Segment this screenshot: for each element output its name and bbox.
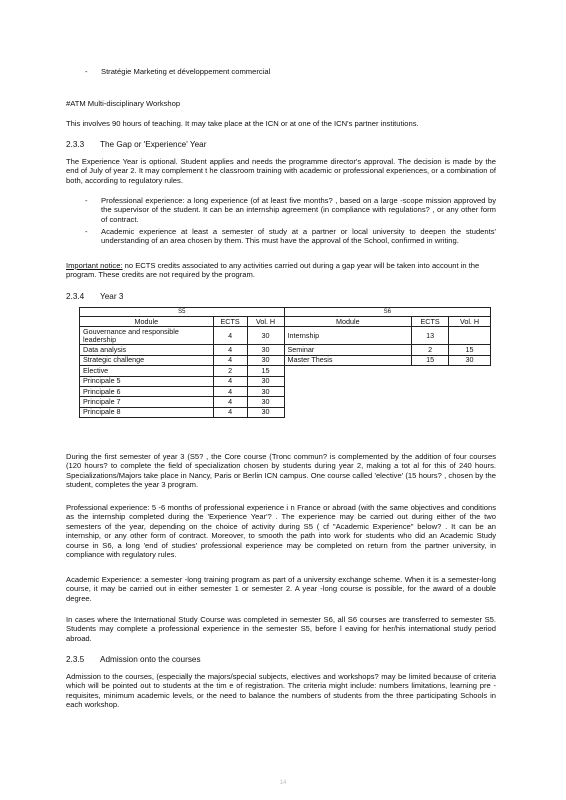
- module-cell: Elective: [80, 366, 214, 376]
- section-title: Year 3: [100, 292, 124, 301]
- bullet-dash: -: [85, 67, 88, 76]
- notice-text: no ECTS credits associated to any activities carried out during a gap year will be taken into account in the program. These credits are not required by the program.: [66, 261, 480, 280]
- module-cell: Principale 5: [80, 376, 214, 386]
- admission-paragraph: Admission to the courses, (especially the majors/special subjects, electives and workshops? may be limited because of criteria which will be pointed out to students at the tim e of registration. The criteria might include: numbers limitations, learning pre -requisites, minimum academic levels, or the need to balance the numbers of students from the three participating Schools in each workshop.: [66, 672, 496, 710]
- module-cell: Data analysis: [80, 345, 214, 355]
- notice-label: Important notice:: [66, 261, 123, 270]
- vol-cell: 15: [247, 366, 284, 376]
- vol-cell: 30: [247, 407, 284, 417]
- ects-cell: 15: [412, 355, 449, 365]
- vol-cell: 30: [247, 376, 284, 386]
- ects-cell: 2: [412, 345, 449, 355]
- semester-s6-header: S6: [284, 308, 491, 317]
- bullet-academic-experience: Academic experience at least a semester of study at a partner or local university to deepen the students' understanding of an area chosen by them. This must have the approval of the School, confirmed in writing.: [101, 227, 496, 246]
- col-header-module: Module: [284, 317, 412, 327]
- module-cell: Principale 8: [80, 407, 214, 417]
- vol-cell: 30: [247, 355, 284, 365]
- section-title: Admission onto the courses: [100, 655, 201, 664]
- section-number: 2.3.4: [66, 292, 85, 301]
- col-header-ects: ECTS: [412, 317, 449, 327]
- vol-cell: 15: [449, 345, 491, 355]
- vol-cell: 30: [449, 355, 491, 365]
- table-row: [80, 386, 491, 396]
- table-row: [80, 327, 491, 345]
- table-row: [80, 397, 491, 407]
- module-cell: Master Thesis: [284, 355, 412, 365]
- ects-cell: 2: [213, 366, 247, 376]
- section-number: 2.3.5: [66, 655, 85, 664]
- ects-cell: 4: [213, 386, 247, 396]
- semester-s5-header: S5: [80, 308, 285, 317]
- ects-cell: 4: [213, 397, 247, 407]
- section-title: The Gap or 'Experience' Year: [100, 140, 207, 149]
- ects-cell: 4: [213, 355, 247, 365]
- module-cell: Principale 7: [80, 397, 214, 407]
- ects-cell: 4: [213, 376, 247, 386]
- important-notice: [66, 261, 496, 280]
- year3-paragraph: During the first semester of year 3 (S5? , the Core course (Tronc commun? is complemented by the addition of four courses (120 hours? to complete the field of specialization chosen by students during year 2, making a tot al for this of 240 hours. Specializations/Majors take place in Nancy, Paris or Berlin ICN campus. One course called 'elective' (15 hours? , chosen by the student, completes the year 3 program.: [66, 452, 496, 490]
- ects-cell: 4: [213, 407, 247, 417]
- bullet-professional-experience: Professional experience: a long experience (of at least five months? , based on a large -scope mission approved by the supervisor of the student. It can be an internship agreement (in compliance with regulations? , or any other form of contract.: [101, 196, 496, 224]
- vol-cell: 30: [247, 345, 284, 355]
- international-study-paragraph: In cases where the International Study Course was completed in semester S6, all S6 courses are transferred to semester S5. Students may complete a professional experience in the semester S5, before l eaving for her/his international study period abroad.: [66, 615, 496, 643]
- workshop-title: #ATM Multi-disciplinary Workshop: [66, 99, 181, 108]
- col-header-vol: Vol. H: [247, 317, 284, 327]
- col-header-module: Module: [80, 317, 214, 327]
- bullet-item: Stratégie Marketing et développement commercial: [101, 67, 271, 76]
- col-header-vol: Vol. H: [449, 317, 491, 327]
- ects-cell: 13: [412, 327, 449, 345]
- table-row: [80, 376, 491, 386]
- ects-cell: 4: [213, 327, 247, 345]
- module-cell: Strategic challenge: [80, 355, 214, 365]
- module-cell: Gouvernance and responsible leadership: [80, 327, 214, 345]
- table-row: [80, 407, 491, 417]
- table-row: [80, 366, 491, 376]
- experience-year-intro: The Experience Year is optional. Student applies and needs the programme director's approval. The decision is made by the end of July of year 2. It may complement t he classroom training with academic or professional experiences, or a combination of both, according to regulatory rules.: [66, 157, 496, 185]
- vol-cell: 30: [247, 386, 284, 396]
- table-row: [80, 345, 491, 355]
- year3-module-table: [79, 307, 491, 418]
- module-cell: Principale 6: [80, 386, 214, 396]
- ects-cell: 4: [213, 345, 247, 355]
- module-cell: Internship: [284, 327, 412, 345]
- vol-cell: [449, 327, 491, 345]
- col-header-ects: ECTS: [213, 317, 247, 327]
- section-number: 2.3.3: [66, 140, 85, 149]
- academic-experience-paragraph: Academic Experience: a semester -long training program as part of a university exchange scheme. When it is a semester-long course, it may be carried out in either semester 1 or semester 2. A year -long course is possible, for the award of a double degree.: [66, 575, 496, 603]
- bullet-dash: -: [85, 196, 88, 205]
- module-cell: Seminar: [284, 345, 412, 355]
- vol-cell: 30: [247, 397, 284, 407]
- workshop-text: This involves 90 hours of teaching. It may take place at the ICN or at one of the ICN's partner institutions.: [66, 119, 419, 128]
- vol-cell: 30: [247, 327, 284, 345]
- table-row: [80, 355, 491, 365]
- bullet-dash: -: [85, 227, 88, 236]
- page-number: 14: [279, 780, 287, 786]
- professional-experience-paragraph: Professional experience: 5 -6 months of professional experience i n France or abroad (with the same objectives and conditions as the internship completed during the 'Experience Year'? . The experience may be carried out during either of the two semesters of the year, depending on the choice of activity during S5 ( cf "Academic Experience" below? . It can be an internship, or any other form of contract. Moreover, to smooth the path into work for students who did an Academic Study course in S6, a long 'end of studies' professional experience may be completed on return from the partner university, in compliance with regulatory rules.: [66, 503, 496, 560]
